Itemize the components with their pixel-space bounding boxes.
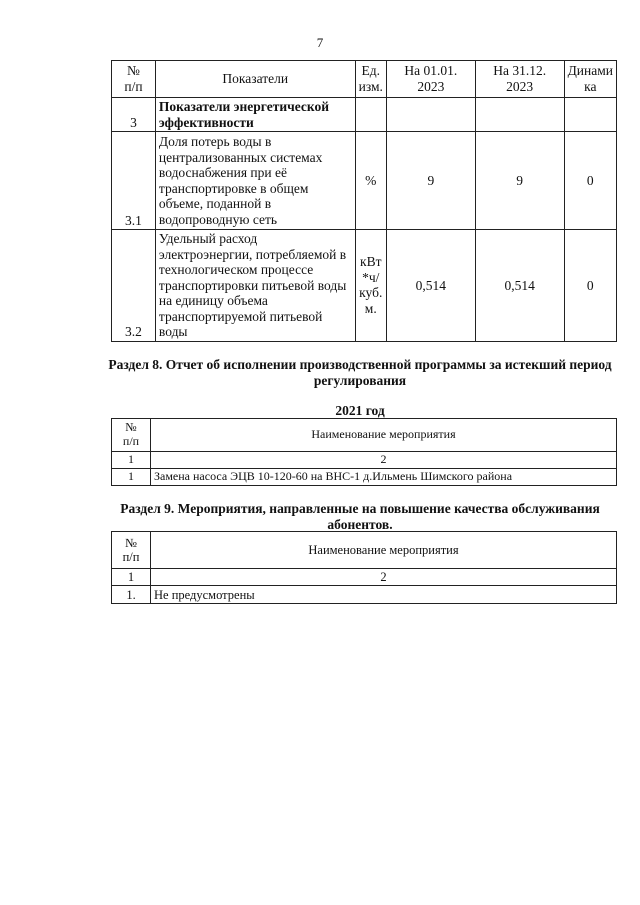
header-name: Наименование мероприятия (151, 532, 617, 569)
idx-num: 1 (112, 452, 151, 469)
empty-cell (386, 98, 475, 132)
indicators-table-header (112, 61, 617, 98)
row-dynamics: 0 (564, 132, 616, 230)
row-name: Не предусмотрены (151, 586, 617, 604)
section8-table (111, 418, 617, 486)
empty-cell (475, 98, 564, 132)
idx-num: 1 (112, 569, 151, 586)
table-row (112, 468, 617, 485)
header-unit: Ед. изм. (355, 61, 386, 98)
table-row (112, 132, 617, 230)
row-start: 9 (386, 132, 475, 230)
section8-title: Раздел 8. Отчет об исполнении производственной программы за истекший период регулирования (108, 357, 612, 389)
empty-cell (564, 98, 616, 132)
header-num: № п/п (112, 419, 151, 452)
column-index-row (112, 452, 617, 469)
row-name: Удельный расход электроэнергии, потребляемой в технологическом процессе транспортировки питьевой воды на единицу объема транспортируемой питьевой воды (155, 230, 355, 342)
section8-year: 2021 год (335, 403, 385, 418)
row-num: 3.2 (112, 230, 156, 342)
page-number: 7 (316, 35, 324, 50)
row-unit: % (355, 132, 386, 230)
idx-name: 2 (151, 452, 617, 469)
row-name: Замена насоса ЭЦВ 10-120-60 на ВНС-1 д.Ильмень Шимского района (151, 468, 617, 485)
column-index-row (112, 569, 617, 586)
indicators-table (111, 60, 617, 342)
row-dynamics: 0 (564, 230, 616, 342)
section8-table-header (112, 419, 617, 452)
table-row (112, 98, 617, 132)
row-num: 3.1 (112, 132, 156, 230)
group-num: 3 (112, 98, 156, 132)
table-row (112, 230, 617, 342)
header-dynamics: Динами ка (564, 61, 616, 98)
idx-name: 2 (151, 569, 617, 586)
row-unit: кВт *ч/ куб. м. (355, 230, 386, 342)
row-num: 1. (112, 586, 151, 604)
header-num: № п/п (112, 532, 151, 569)
row-end: 0,514 (475, 230, 564, 342)
header-indicators: Показатели (155, 61, 355, 98)
header-on-start: На 01.01. 2023 (386, 61, 475, 98)
header-num: № п/п (112, 61, 156, 98)
row-name: Доля потерь воды в централизованных системах водоснабжения при её транспортировке в общем объеме, поданной в водопроводную сеть (155, 132, 355, 230)
header-on-end: На 31.12. 2023 (475, 61, 564, 98)
section9-table (111, 531, 617, 604)
section9-table-header (112, 532, 617, 569)
row-end: 9 (475, 132, 564, 230)
group-name: Показатели энергетической эффективности (155, 98, 355, 132)
header-name: Наименование мероприятия (151, 419, 617, 452)
table-row (112, 586, 617, 604)
row-num: 1 (112, 468, 151, 485)
row-start: 0,514 (386, 230, 475, 342)
section9-title: Раздел 9. Мероприятия, направленные на повышение качества обслуживания абонентов. (120, 501, 600, 533)
empty-cell (355, 98, 386, 132)
